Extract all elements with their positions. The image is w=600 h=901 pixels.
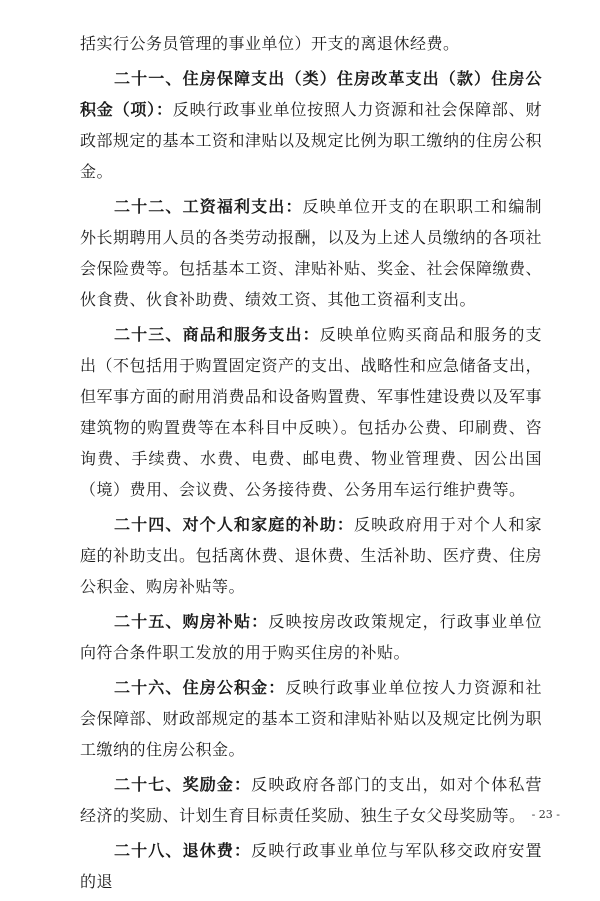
paragraph-body: 反映单位开支的在职职工和编制外长期聘用人员的各类劳动报酬，以及为上述人员缴纳的各项社会保险费等。包括基本工资、津贴补贴、奖金、社会保障缴费、伙食费、伙食补助费、绩效工资、其他工资福利支出。: [80, 197, 543, 309]
paragraph-28: [80, 835, 542, 897]
paragraph-26: [80, 672, 542, 765]
paragraph-heading: 二十八、退休费：: [114, 841, 252, 860]
paragraph-22: [80, 191, 542, 315]
paragraph-body: 反映行政事业单位与军队移交政府安置的退: [80, 841, 542, 891]
paragraph-body: 反映政府用于对个人和家庭的补助支出。包括离休费、退休费、生活补助、医疗费、住房公积金、购房补贴等。: [80, 515, 543, 596]
paragraph-25: [80, 606, 542, 668]
document-page: [80, 28, 542, 901]
paragraph-24: [80, 509, 542, 602]
paragraph-body: 反映行政事业单位按人力资源和社会保障部、财政部规定的基本工资和津贴补贴以及规定比例为职工缴纳的住房公积金。: [80, 678, 543, 759]
paragraph-body: 括实行公务员管理的事业单位）开支的离退休经费。: [80, 34, 460, 53]
paragraph-heading: 二十三、商品和服务支出：: [114, 325, 320, 344]
paragraph-body: 反映政府各部门的支出，如对个体私营经济的奖励、计划生育目标责任奖励、独生子女父母奖励等。: [80, 775, 542, 825]
paragraph-body: 反映行政事业单位按照人力资源和社会保障部、财政部规定的基本工资和津贴以及规定比例为职工缴纳的住房公积金。: [80, 100, 543, 181]
paragraph-heading: 二十四、对个人和家庭的补助：: [114, 515, 355, 534]
paragraph-heading: 二十七、奖励金：: [114, 775, 252, 794]
paragraph-23: [80, 319, 542, 505]
paragraph-21: [80, 63, 542, 187]
paragraph-body: 反映单位购买商品和服务的支出（不包括用于购置固定资产的支出、战略性和应急储备支出，但军事方面的耐用消费品和设备购置费、军事性建设费以及军事建筑物的购置费等在本科目中反映）。包括办公费、印刷费、咨询费、手续费、水费、电费、邮电费、物业管理费、因公出国（境）费用、会议费、公务接待费、公务用车运行维护费等。: [80, 325, 543, 499]
paragraph-27: [80, 769, 542, 831]
paragraph-heading: 二十五、购房补贴：: [114, 612, 269, 631]
paragraph-heading: 二十一、住房保障支出（类）住房改革支出（款）住房公积金（项）：: [80, 69, 542, 119]
paragraph-continuation: [80, 28, 542, 59]
paragraph-heading: 二十二、工资福利支出：: [114, 197, 303, 216]
paragraph-body: 反映按房改政策规定，行政事业单位向符合条件职工发放的用于购买住房的补贴。: [80, 612, 542, 662]
page-number: - 23 -: [531, 808, 560, 821]
paragraph-heading: 二十六、住房公积金：: [114, 678, 286, 697]
